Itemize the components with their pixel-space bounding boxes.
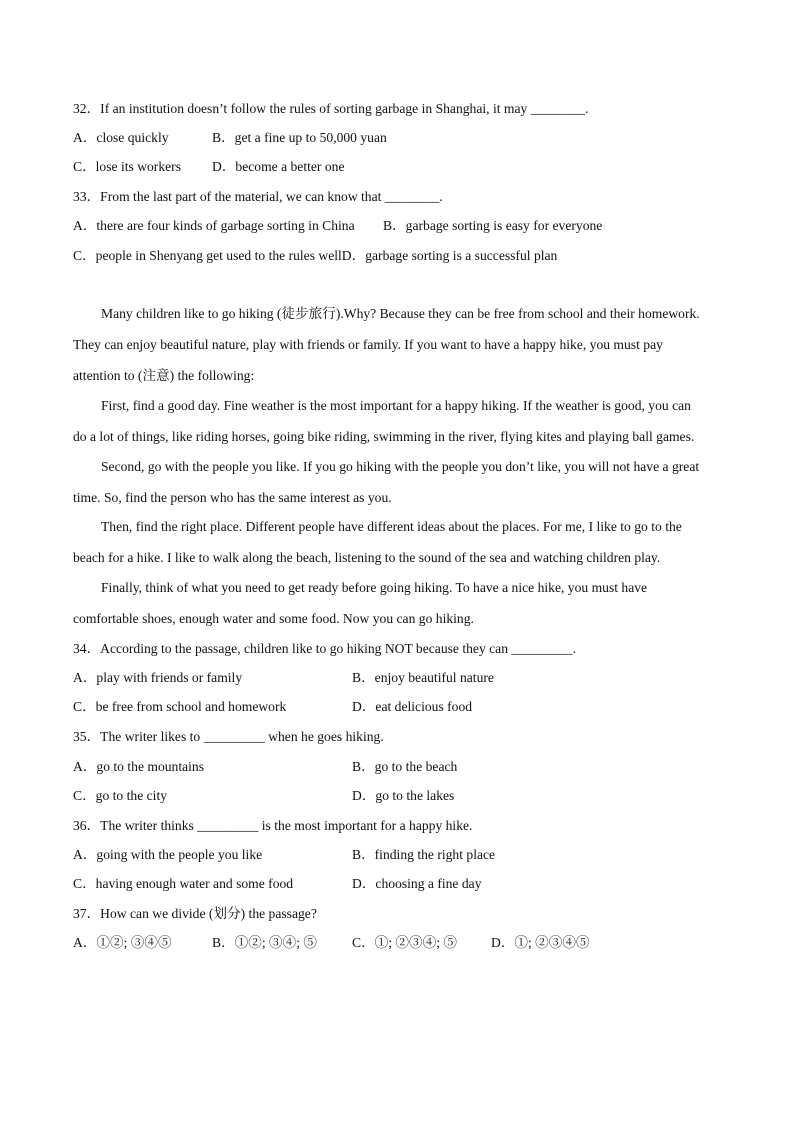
q35-stem: 35．The writer likes to _________ when he goes hiking. xyxy=(73,729,384,744)
passage-p1-line1: Many children like to go hiking (徒步旅行).Why? Because they can be free from school and their homework. xyxy=(101,306,700,321)
q36-option-d: D．choosing a fine day xyxy=(352,876,482,891)
q37-option-b: B．①②; ③④; ⑤ xyxy=(212,935,317,950)
q35-option-b: B．go to the beach xyxy=(352,759,458,774)
q32-stem: 32．If an institution doesn’t follow the rules of sorting garbage in Shanghai, it may ________. xyxy=(73,101,589,116)
q34-option-d: D．eat delicious food xyxy=(352,699,473,714)
passage-p3-line1: Second, go with the people you like. If you go hiking with the people you don’t like, you will not have a great xyxy=(101,459,700,474)
q35-option-d: D．go to the lakes xyxy=(352,788,455,803)
passage-p5-line1: Finally, think of what you need to get ready before going hiking. To have a nice hike, you must have xyxy=(101,580,648,595)
q34-option-a: A．play with friends or family xyxy=(73,670,243,685)
passage-p1-line2: They can enjoy beautiful nature, play with friends or family. If you want to have a happy hike, you must pay xyxy=(73,337,663,352)
q36-option-a: A．going with the people you like xyxy=(73,847,263,862)
q33-option-b: B．garbage sorting is easy for everyone xyxy=(383,218,603,233)
q33-stem: 33．From the last part of the material, we can know that ________. xyxy=(73,189,443,204)
q36-option-c: C．having enough water and some food xyxy=(73,876,294,891)
passage-p4-line2: beach for a hike. I like to walk along the beach, listening to the sound of the sea and watching children play. xyxy=(73,550,661,565)
q35-option-c: C．go to the city xyxy=(73,788,168,803)
q33-option-cd: C．people in Shenyang get used to the rules wellD．garbage sorting is a successful plan xyxy=(73,248,558,263)
q36-option-b: B．finding the right place xyxy=(352,847,496,862)
q32-option-a: A．close quickly xyxy=(73,130,169,145)
q37-stem: 37．How can we divide (划分) the passage? xyxy=(73,906,317,921)
q32-option-c: C．lose its workers xyxy=(73,159,181,174)
q34-option-c: C．be free from school and homework xyxy=(73,699,287,714)
passage-p4-line1: Then, find the right place. Different people have different ideas about the places. For me, I like to go to the xyxy=(101,519,682,534)
q37-option-d: D．①; ②③④⑤ xyxy=(491,935,590,950)
passage-p1-line3: attention to (注意) the following: xyxy=(73,368,255,383)
q36-stem: 36．The writer thinks _________ is the most important for a happy hike. xyxy=(73,818,473,833)
q32-option-b: B．get a fine up to 50,000 yuan xyxy=(212,130,387,145)
q37-option-a: A．①②; ③④⑤ xyxy=(73,935,172,950)
q32-option-d: D．become a better one xyxy=(212,159,345,174)
q35-option-a: A．go to the mountains xyxy=(73,759,205,774)
passage-p2-line1: First, find a good day. Fine weather is the most important for a happy hiking. If the weather is good, you can xyxy=(101,398,691,413)
passage-p3-line2: time. So, find the person who has the same interest as you. xyxy=(73,490,392,505)
q37-option-c: C．①; ②③④; ⑤ xyxy=(352,935,457,950)
q33-option-a: A．there are four kinds of garbage sorting in China xyxy=(73,218,355,233)
passage-p2-line2: do a lot of things, like riding horses, going bike riding, swimming in the river, flying kites and playing ball games. xyxy=(73,429,695,444)
passage-p5-line2: comfortable shoes, enough water and some food. Now you can go hiking. xyxy=(73,611,474,626)
q34-option-b: B．enjoy beautiful nature xyxy=(352,670,494,685)
q34-stem: 34．According to the passage, children like to go hiking NOT because they can _________. xyxy=(73,641,576,656)
